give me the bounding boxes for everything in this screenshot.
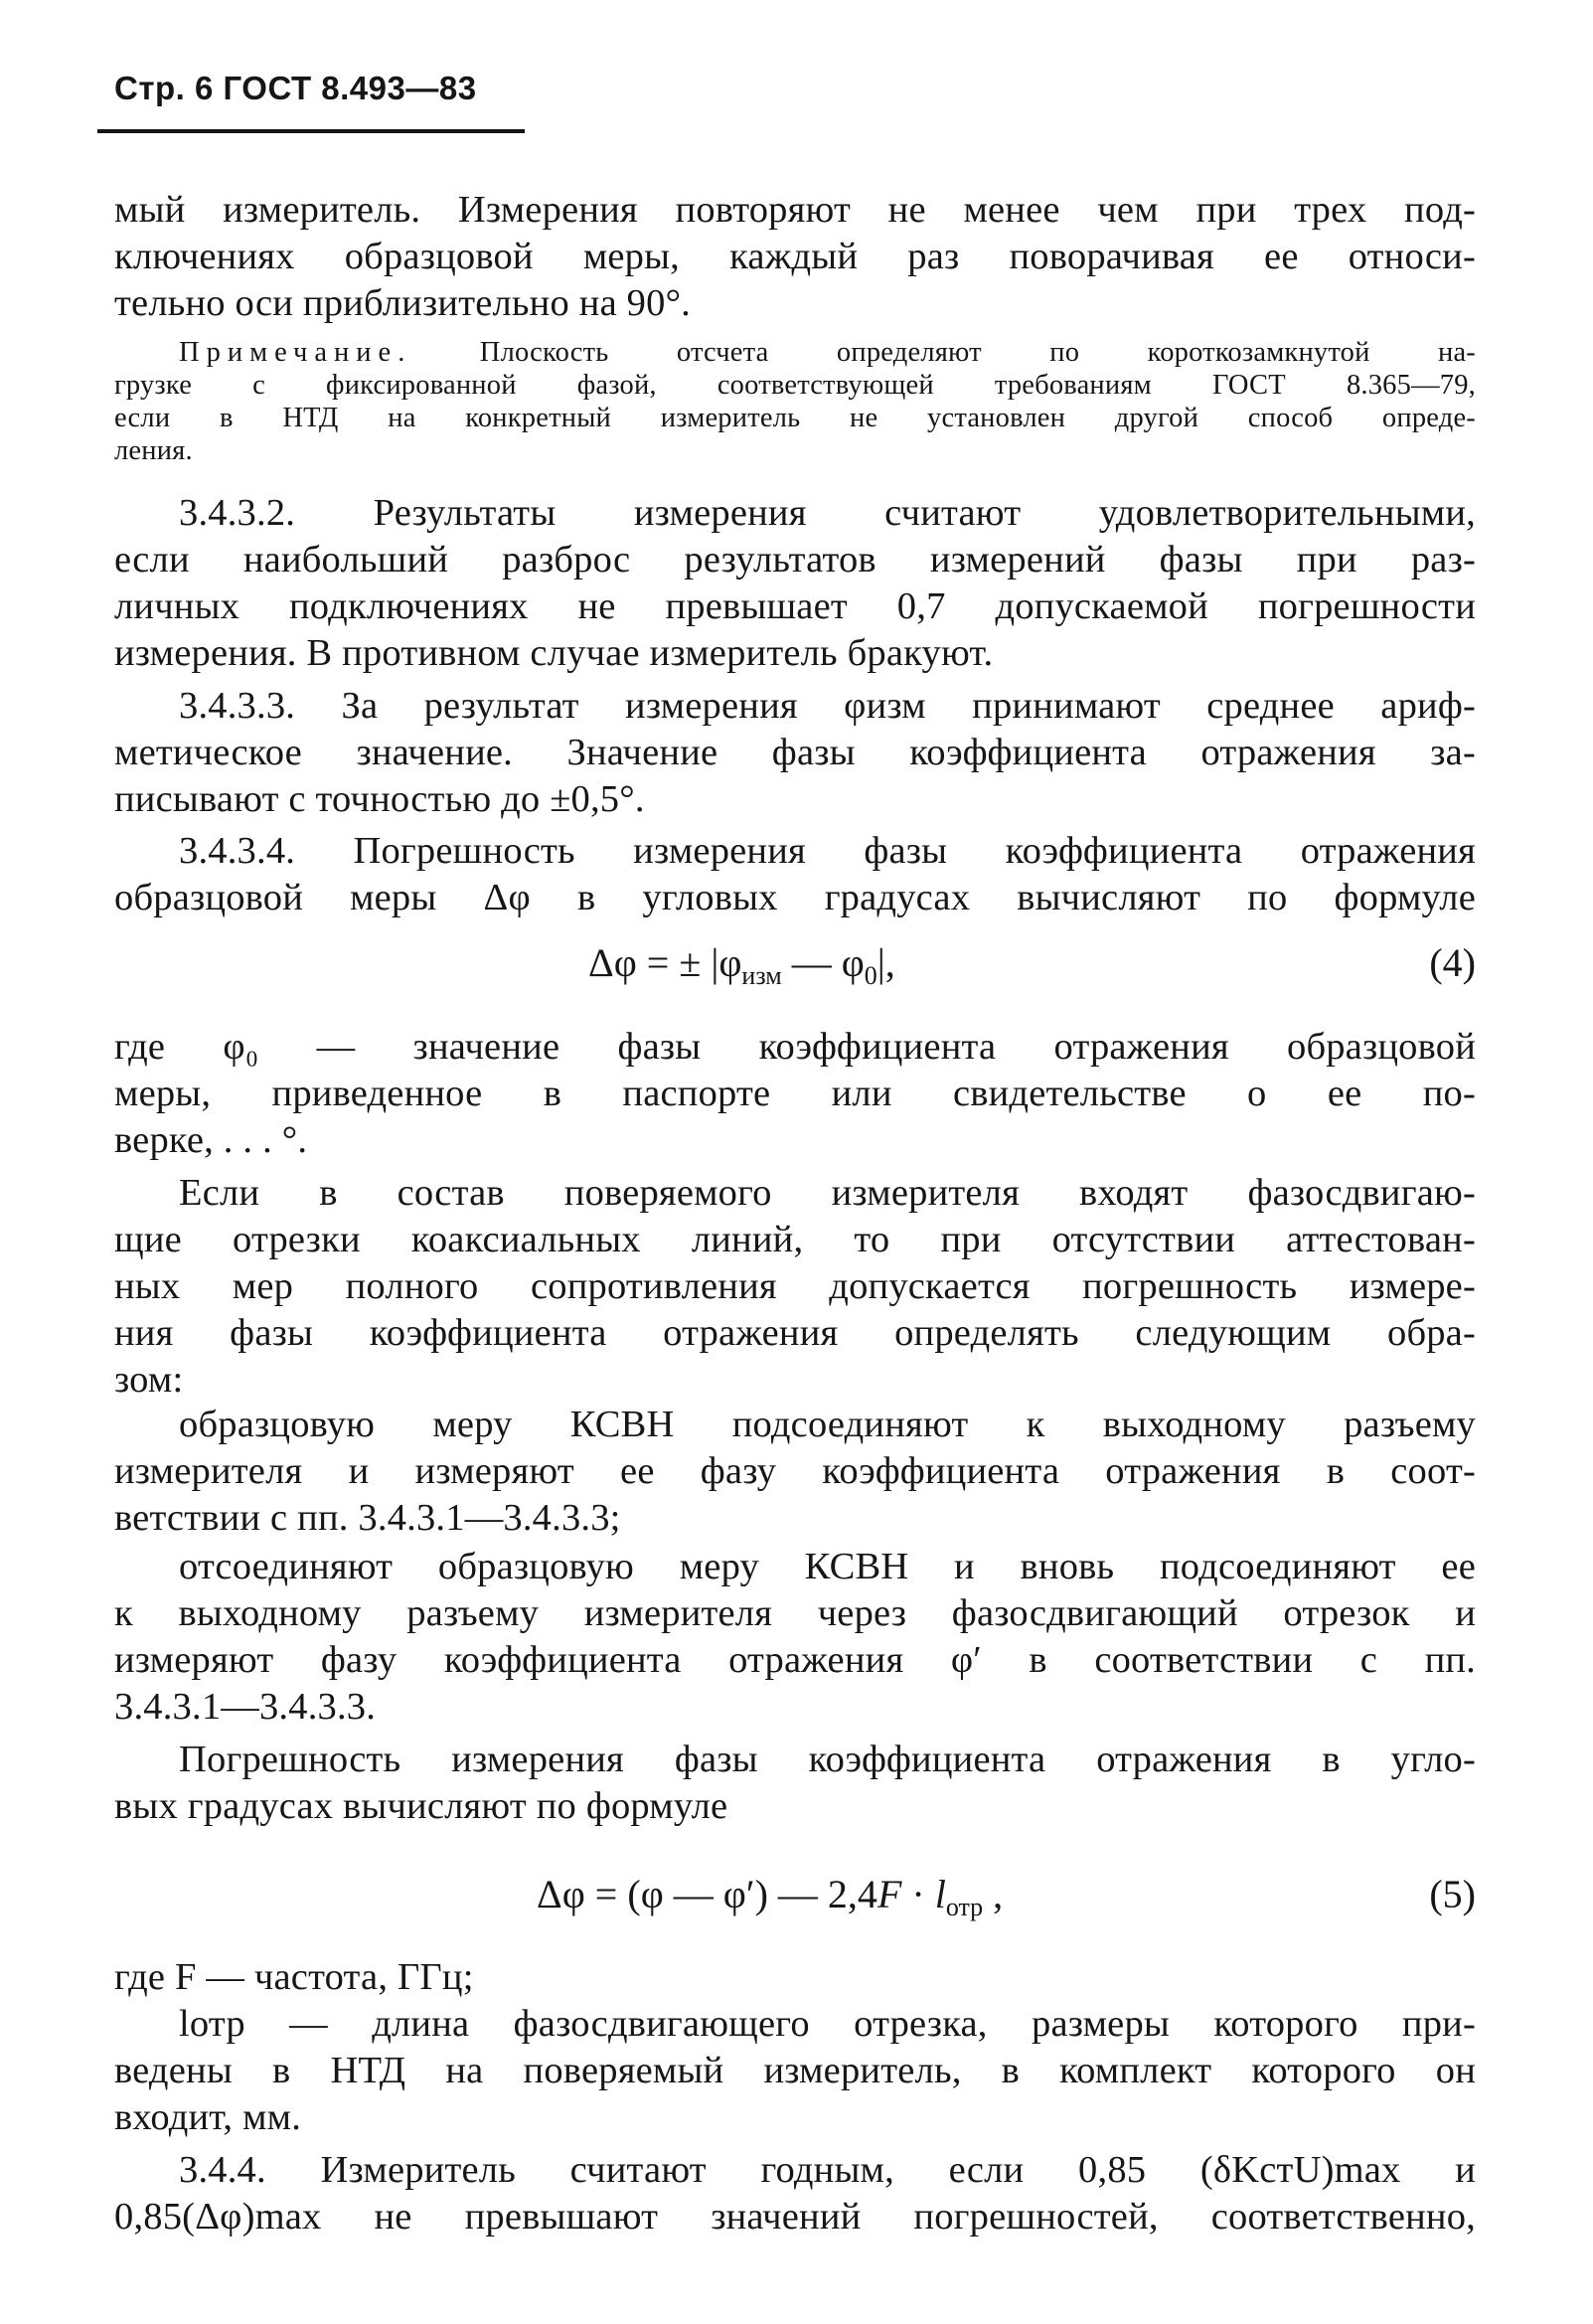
text-line: ния фазы коэффициента отражения определять следующим обра- (114, 1312, 1476, 1354)
text-line: 0,85(Δφ)max не превышают значений погрешностей, соответственно, (114, 2196, 1476, 2238)
text-line: измерения. В противном случае измеритель бракуют. (114, 632, 994, 674)
formula-4: Δφ = ± $|\varphi_{изм}$ — $\varphi_0|$, (588, 940, 895, 990)
text-line: меры, приведенное в паспорте или свидетельстве о ее по- (114, 1073, 1476, 1114)
text-line: зом: (114, 1359, 184, 1401)
text-line: мый измеритель. Измерения повторяют не менее чем при трех под- (114, 189, 1476, 231)
text-line: измерителя и измеряют ее фазу коэффициента отражения в соот- (114, 1450, 1476, 1492)
note-line: ления. (114, 435, 193, 466)
note-line (179, 336, 1476, 369)
text-line: измеряют фазу коэффициента отражения φ′ в соответствии с пп. (114, 1639, 1476, 1681)
text-line: где F — частота, ГГц; (114, 1956, 474, 1998)
text-line: ных мер полного сопротивления допускается погрешность измере- (114, 1265, 1476, 1307)
text-line: образцовую меру КСВН подсоединяют к выходному разъему (179, 1404, 1476, 1445)
text-line: 3.4.3.1—3.4.3.3. (114, 1686, 377, 1728)
text-line: к выходному разъему измерителя через фазосдвигающий отрезок и (114, 1592, 1476, 1634)
text-line: Если в состав поверяемого измерителя входят фазосдвигаю- (179, 1172, 1476, 1214)
text-line: вых градусах вычисляют по формуле (114, 1785, 728, 1827)
text-line: 3.4.4. Измеритель считают годным, если 0,85 (δKстU)max и (179, 2149, 1476, 2191)
text-line: ветствии с пп. 3.4.3.1—3.4.3.3; (114, 1497, 621, 1539)
text-line: отсоединяют образцовую меру КСВН и вновь подсоединяют ее (179, 1546, 1476, 1587)
text-line: 3.4.3.4. Погрешность измерения фазы коэффициента отражения (179, 830, 1476, 872)
header-rule (97, 129, 525, 133)
text-line: метическое значение. Значение фазы коэффициента отражения за- (114, 732, 1476, 773)
text-line: писывают с точностью до ±0,5°. (114, 778, 645, 820)
text-line: где φ₀ — значение фазы коэффициента отражения образцовой (114, 1026, 1476, 1068)
text-line: ключениях образцовой меры, каждый раз поворачивая ее относи- (114, 236, 1476, 277)
text-line: 3.4.3.2. Результаты измерения считают удовлетворительными, (179, 492, 1476, 534)
text-line: lотр — длина фазосдвигающего отрезка, размеры которого при- (179, 2003, 1476, 2045)
note-line: если в НТД на конкретный измеритель не установлен другой способ опреде- (114, 403, 1476, 433)
text-line: Погрешность измерения фазы коэффициента отражения в угло- (179, 1739, 1476, 1780)
note-text: Плоскость отсчета определяют по короткозамкнутой на- (479, 337, 1476, 368)
text-line: 3.4.3.3. За результат измерения φизм принимают среднее ариф- (179, 685, 1476, 727)
note-label: Примечание. (179, 337, 412, 368)
equation-number-5: (5) (1429, 1872, 1476, 1916)
text-line: личных подключениях не превышает 0,7 допускаемой погрешности (114, 585, 1476, 627)
text-line: щие отрезки коаксиальных линий, то при отсутствии аттестован- (114, 1219, 1476, 1260)
formula-5: Δφ = (φ — φ′) — $2,4F \cdot l_{отр}$ , (537, 1872, 1004, 1921)
text-line: образцовой меры Δφ в угловых градусах вычисляют по формуле (114, 877, 1476, 918)
text-line: если наибольший разброс результатов измерений фазы при раз- (114, 539, 1476, 581)
note-line: грузке с фиксированной фазой, соответствующей требованиям ГОСТ 8.365—79, (114, 370, 1476, 401)
page-header: Стр. 6 ГОСТ 8.493—83 (114, 70, 477, 106)
text-line: входит, мм. (114, 2096, 302, 2138)
text-line: верке, . . . °. (114, 1119, 308, 1161)
text-line: тельно оси приблизительно на 90°. (114, 282, 692, 324)
equation-number-4: (4) (1429, 940, 1476, 985)
text-line: ведены в НТД на поверяемый измеритель, в комплект которого он (114, 2050, 1476, 2091)
